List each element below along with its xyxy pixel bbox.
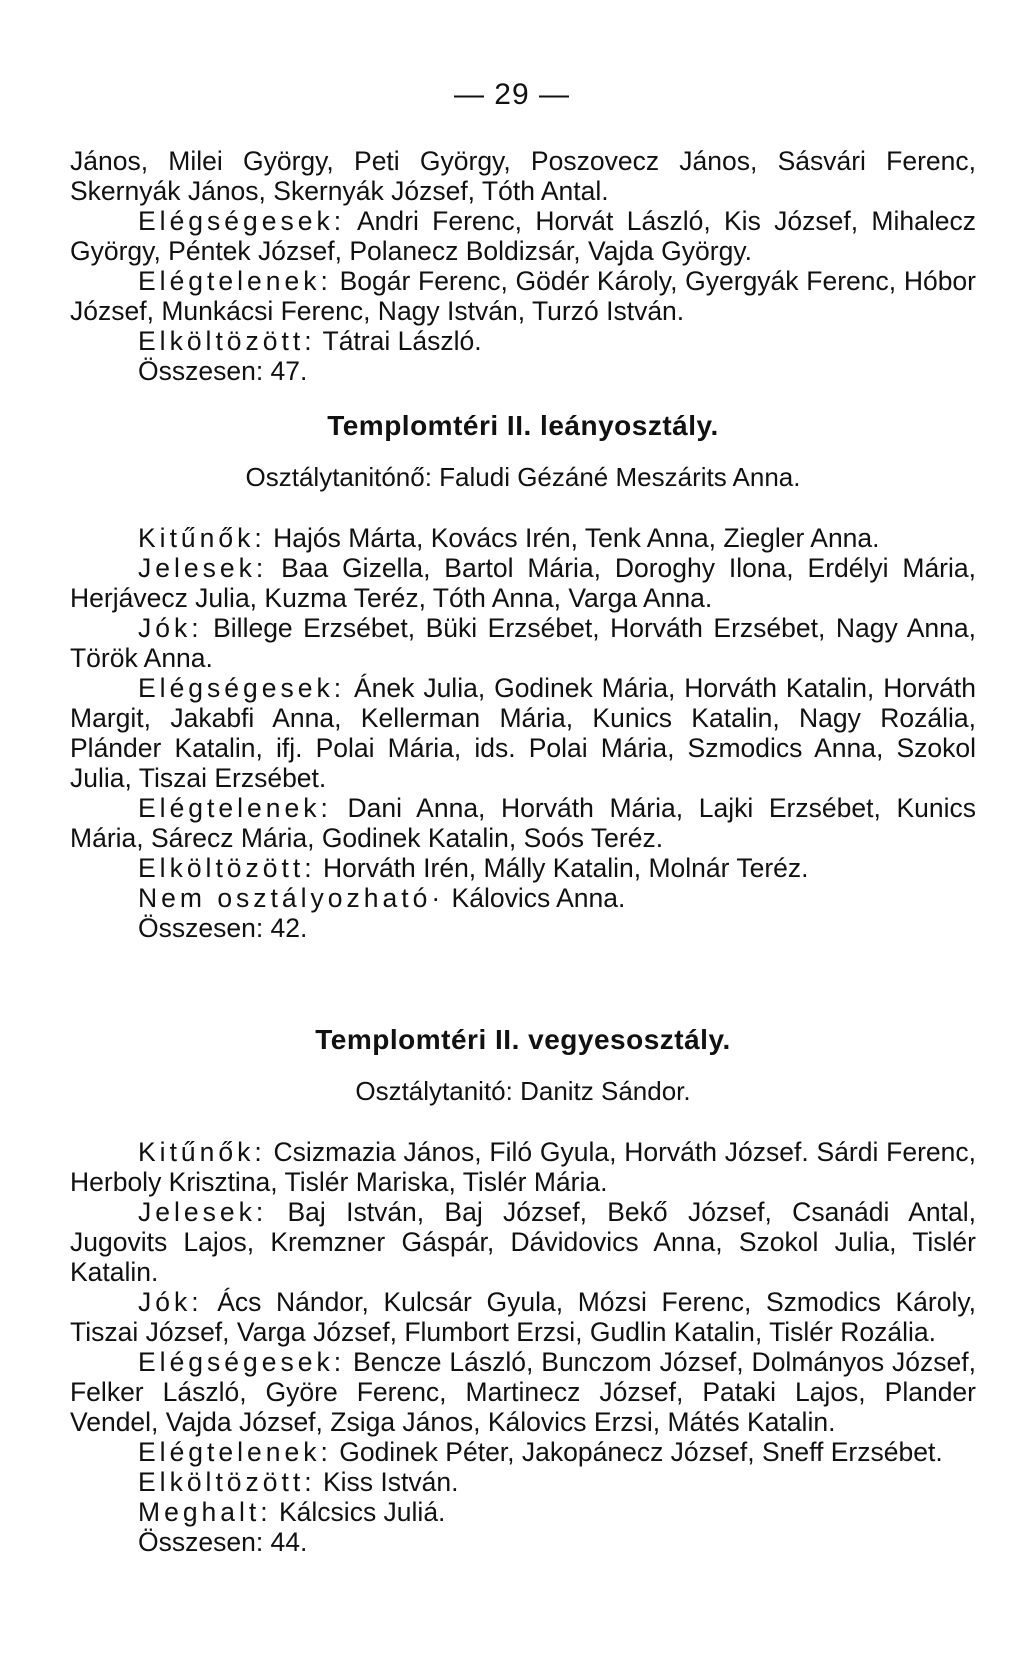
paragraph [70,146,976,206]
category-label: Jelesek: [138,553,268,583]
category-label: Elégségesek: [138,1347,346,1377]
paragraph [70,356,976,386]
paragraph [70,613,976,673]
paragraph-text: Andri Ferenc, Horvát László, Kis József, Mihalecz György, Péntek József, Polanecz Boldizsár, Vajda György. [70,206,976,266]
category-label: Elköltözött: [138,853,316,883]
category-label: Jók: [138,613,203,643]
category-label: Kitűnők: [138,1137,266,1167]
paragraph-text: János, Milei György, Peti György, Poszovecz János, Sásvári Ferenc, Skernyák János, Skernyák József, Tóth Antal. [70,146,976,206]
paragraph [70,1437,976,1467]
paragraph [70,673,976,793]
paragraph [70,553,976,613]
paragraph-text: Baj István, Baj József, Bekő József, Csanádi Antal, Jugovits Lajos, Kremzner Gáspár, Dávidovics Anna, Szokol Julia, Tislér Katalin. [70,1197,976,1287]
paragraph [70,523,976,553]
category-label: Elköltözött: [138,326,316,356]
category-label: Elégtelenek: [138,1437,332,1467]
paragraph [70,266,976,326]
paragraph-text: Ánek Julia, Godinek Mária, Horváth Katalin, Horváth Margit, Jakabfi Anna, Kellerman Mária, Kunics Katalin, Nagy Rozália, Plánder Katalin, ifj. Polai Mária, ids. Polai Mária, Szmodics Anna, Szokol Julia, Tiszai Erzsébet. [70,673,976,793]
category-label: Elköltözött: [138,1467,316,1497]
paragraph-text: Tátrai László. [315,326,482,356]
paragraph [70,853,976,883]
category-label: Meghalt: [138,1497,272,1527]
section-3-teacher: Osztálytanitó: Danitz Sándor. [355,1076,691,1106]
paragraph [70,1527,976,1557]
paragraph-text: Bencze László, Bunczom József, Dolmányos József, Felker László, Györe Ferenc, Martinecz József, Pataki Lajos, Plander Vendel, Vajda József, Zsiga János, Kálovics Erzsi, Mátés Katalin. [70,1347,976,1437]
category-label: Elégségesek: [138,206,346,236]
paragraph-text: Billege Erzsébet, Büki Erzsébet, Horváth Erzsébet, Nagy Anna, Török Anna. [70,613,976,673]
section-2-teacher: Osztálytanitónő: Faludi Gézáné Meszárits Anna. [245,462,801,492]
paragraph-text: Összesen: 47. [138,356,308,386]
paragraph [70,883,976,913]
page-number: — 29 — [453,78,571,111]
paragraph [70,1467,976,1497]
category-label: Elégségesek: [138,673,346,703]
paragraph-text: Kiss István. [315,1467,459,1497]
category-label: Elégtelenek: [138,266,332,296]
paragraph-text: Kálcsics Juliá. [271,1497,446,1527]
section-3-heading: Templomtéri II. vegyesosztály. [315,1024,731,1055]
paragraph [70,1137,976,1197]
section-2-heading: Templomtéri II. leányosztály. [327,410,719,441]
paragraph-text: Hajós Márta, Kovács Irén, Tenk Anna, Ziegler Anna. [265,523,880,553]
paragraph [70,206,976,266]
paragraph-text: Kálovics Anna. [444,883,626,913]
paragraph-text: Összesen: 44. [138,1527,308,1557]
paragraph [70,913,976,943]
category-label: Kitűnők: [138,523,266,553]
paragraph [70,1287,976,1347]
section-3-body [70,1137,976,1557]
section-2-body [70,523,976,943]
paragraph [70,1197,976,1287]
paragraph-text: Godinek Péter, Jakopánecz József, Sneff Erzsébet. [331,1437,943,1467]
paragraph-text: Ács Nándor, Kulcsár Gyula, Mózsi Ferenc, Szmodics Károly, Tiszai József, Varga József, Flumbort Erzsi, Gudlin Katalin, Tislér Rozália. [70,1287,976,1347]
paragraph-text: Összesen: 42. [138,913,308,943]
paragraph [70,793,976,853]
paragraph [70,1347,976,1437]
category-label: Nem osztályozható· [138,883,445,913]
category-label: Elégtelenek: [138,793,332,823]
paragraph-text: Dani Anna, Horváth Mária, Lajki Erzsébet, Kunics Mária, Sárecz Mária, Godinek Katalin, Soós Teréz. [70,793,976,853]
paragraph-text: Csizmazia János, Filó Gyula, Horváth József. Sárdi Ferenc, Herboly Krisztina, Tislér Mariska, Tislér Mária. [70,1137,976,1197]
paragraph-text: Bogár Ferenc, Gödér Károly, Gyergyák Ferenc, Hóbor József, Munkácsi Ferenc, Nagy István, Turzó István. [70,266,976,326]
paragraph [70,326,976,356]
paragraph-text: Horváth Irén, Mállу Katalin, Molnár Teréz. [315,853,809,883]
category-label: Jelesek: [138,1197,268,1227]
paragraph [70,1497,976,1527]
paragraph-text: Baa Gizella, Bartol Mária, Doroghy Ilona, Erdélyi Mária, Herjávecz Julia, Kuzma Teréz, Tóth Anna, Varga Anna. [70,553,976,613]
category-label: Jók: [138,1287,203,1317]
section-1-continuation [70,146,976,386]
